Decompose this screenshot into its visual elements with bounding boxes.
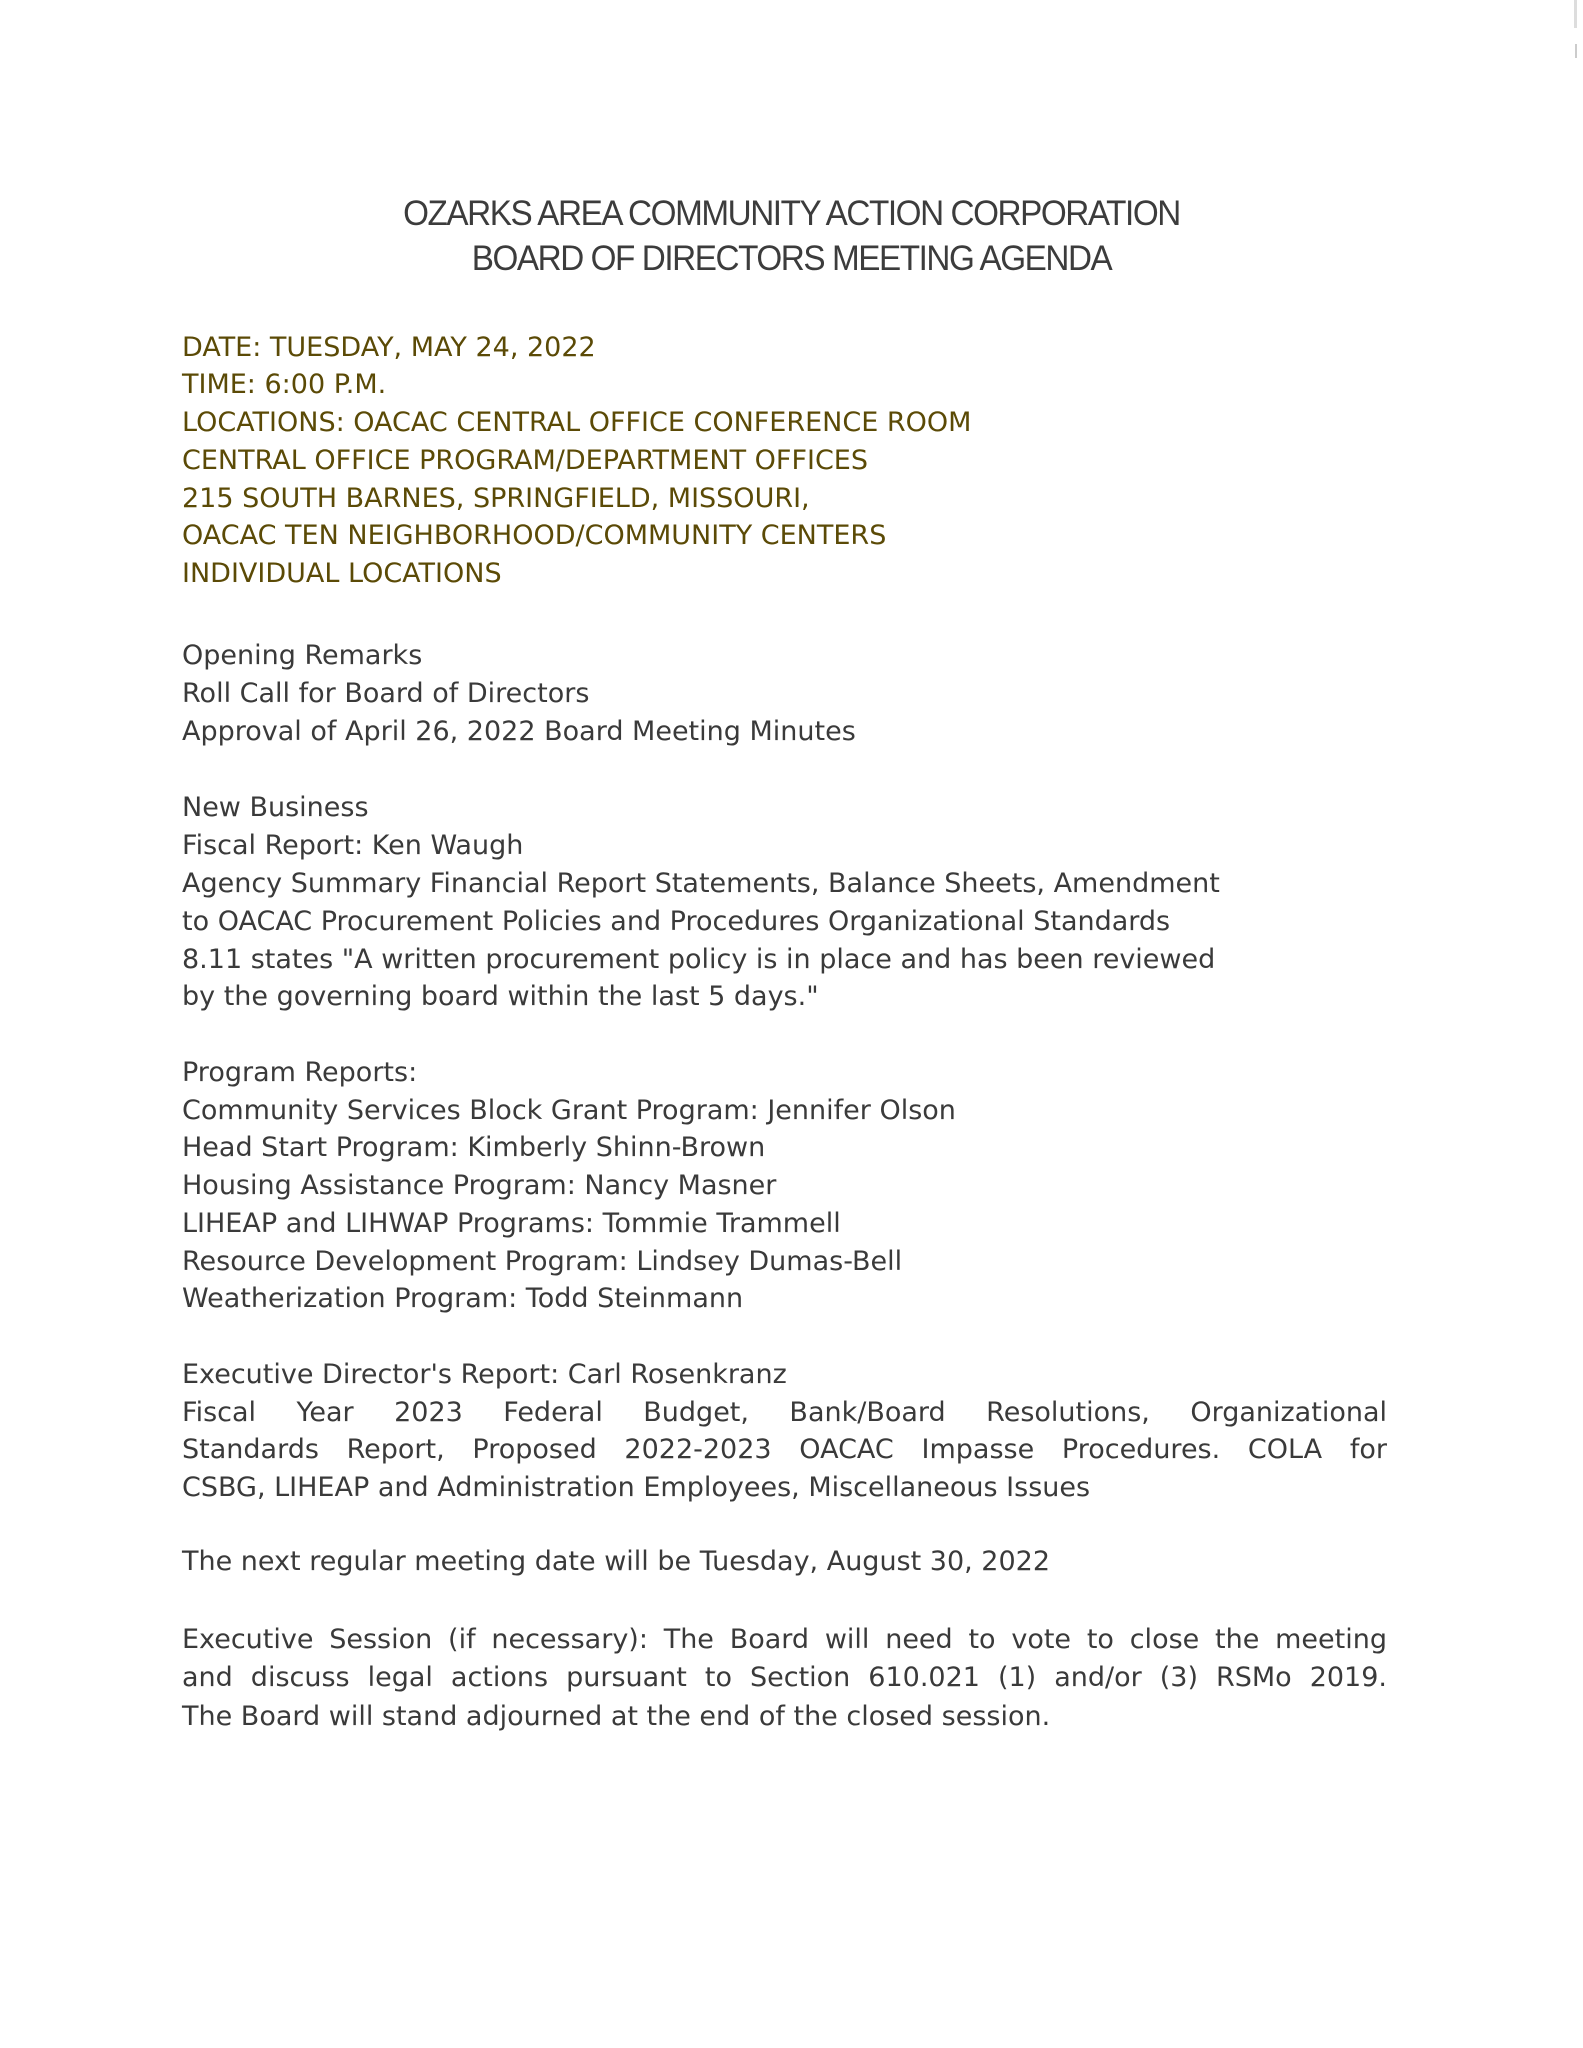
executive-report-item-line: Fiscal Year 2023 Federal Budget, Bank/Board Resolutions, Organizational xyxy=(182,1397,1387,1428)
executive-session-item-line: Executive Session (if necessary): The Board will need to vote to close the meeting xyxy=(182,1624,1387,1655)
program-report-item-line: Housing Assistance Program: Nancy Masner xyxy=(182,1170,777,1201)
meeting-info-line: CENTRAL OFFICE PROGRAM/DEPARTMENT OFFICES xyxy=(182,445,868,476)
meeting-info-line: INDIVIDUAL LOCATIONS xyxy=(182,558,502,589)
meeting-info-line: LOCATIONS: OACAC CENTRAL OFFICE CONFERENCE ROOM xyxy=(182,407,972,438)
program-report-item-line: Resource Development Program: Lindsey Dumas-Bell xyxy=(182,1246,903,1277)
opening-item-line: Opening Remarks xyxy=(182,640,423,671)
program-report-item-line: Weatherization Program: Todd Steinmann xyxy=(182,1283,744,1314)
executive-session-item-line: The Board will stand adjourned at the end of the closed session. xyxy=(182,1701,1051,1732)
meeting-info-line: 215 SOUTH BARNES, SPRINGFIELD, MISSOURI, xyxy=(182,483,810,514)
program-report-item-line: Program Reports: xyxy=(182,1057,418,1088)
meeting-info-line: OACAC TEN NEIGHBORHOOD/COMMUNITY CENTERS xyxy=(182,520,887,551)
new-business-item-line: by the governing board within the last 5 days." xyxy=(182,981,819,1012)
executive-report-item-line: Standards Report, Proposed 2022-2023 OACAC Impasse Procedures. COLA for xyxy=(182,1434,1387,1465)
opening-item-line: Roll Call for Board of Directors xyxy=(182,678,590,709)
agenda-title: BOARD OF DIRECTORS MEETING AGENDA xyxy=(471,239,1112,278)
meeting-info-line: DATE: TUESDAY, MAY 24, 2022 xyxy=(182,332,596,363)
executive-report-item-line: CSBG, LIHEAP and Administration Employees, Miscellaneous Issues xyxy=(182,1472,1091,1503)
program-report-item-line: Head Start Program: Kimberly Shinn-Brown xyxy=(182,1132,766,1163)
program-report-item-line: LIHEAP and LIHWAP Programs: Tommie Trammell xyxy=(182,1208,841,1239)
program-report-item-line: Community Services Block Grant Program: Jennifer Olson xyxy=(182,1095,956,1126)
next-meeting-text: The next regular meeting date will be Tuesday, August 30, 2022 xyxy=(182,1546,1051,1577)
executive-session-item-line: and discuss legal actions pursuant to Section 610.021 (1) and/or (3) RSMo 2019. xyxy=(182,1662,1387,1693)
new-business-item-line: Agency Summary Financial Report Statements, Balance Sheets, Amendment xyxy=(182,868,1220,899)
scrollbar[interactable] xyxy=(1574,0,1577,28)
new-business-item-line: Fiscal Report: Ken Waugh xyxy=(182,830,524,861)
meeting-info-line: TIME: 6:00 P.M. xyxy=(182,369,387,400)
new-business-item-line: to OACAC Procurement Policies and Procedures Organizational Standards xyxy=(182,906,1171,937)
scrollbar-marker xyxy=(1575,44,1577,58)
executive-report-item-line: Executive Director's Report: Carl Rosenkranz xyxy=(182,1359,787,1390)
organization-title: OZARKS AREA COMMUNITY ACTION CORPORATION xyxy=(403,194,1180,233)
new-business-item-line: 8.11 states "A written procurement policy is in place and has been reviewed xyxy=(182,944,1216,975)
opening-item-line: Approval of April 26, 2022 Board Meeting Minutes xyxy=(182,716,856,747)
new-business-item-line: New Business xyxy=(182,792,369,823)
